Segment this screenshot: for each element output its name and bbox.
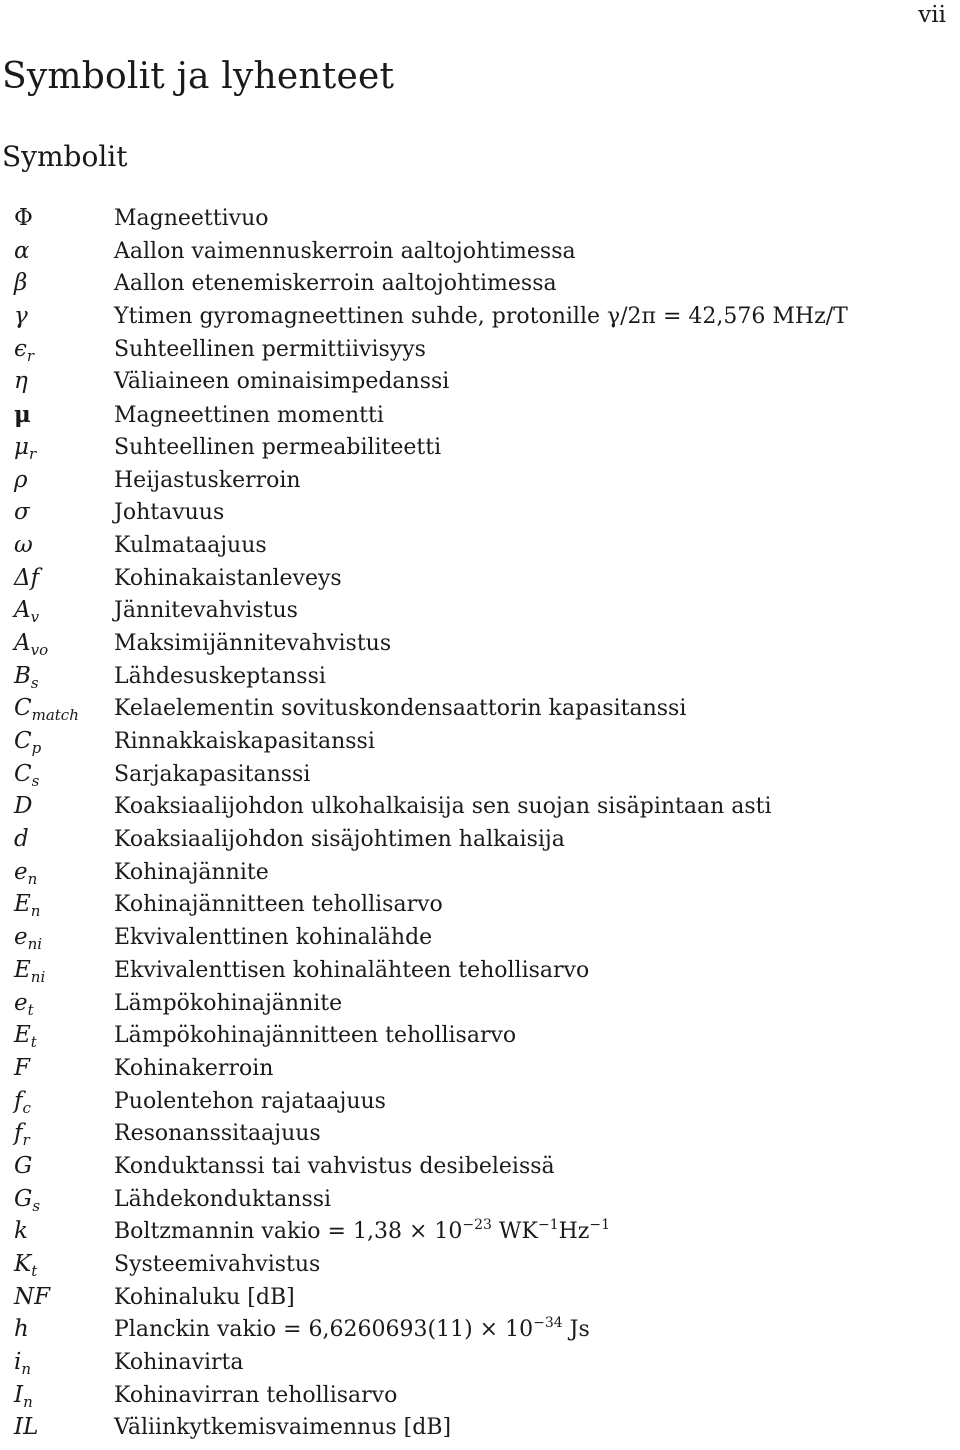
symbol [14,205,114,231]
symbol-row [14,238,944,271]
description-text: Lähdesuskeptanssi [114,663,326,689]
symbol-subscript: r [28,444,37,463]
description-text: Boltzmannin vakio = 1,38 × 10 [114,1219,463,1245]
symbol [14,499,114,525]
description-text: Suhteellinen permeabiliteetti [114,434,442,460]
description-text: Kohinajännite [114,859,269,885]
description-text: Planckin vakio = 6,6260693(11) × 10 [114,1317,534,1343]
symbol [14,1185,114,1215]
symbol-main: F [14,1054,30,1081]
symbol-main: C [14,760,32,787]
symbol-row [14,303,944,336]
description-text: Ekvivalenttinen kohinalähde [114,925,433,951]
symbol [14,1022,114,1052]
description-text: Kohinavirta [114,1350,244,1376]
symbol-description [114,991,342,1016]
symbol-row [14,565,944,598]
description-exponent: −1 [589,1217,611,1234]
symbol [14,401,114,428]
symbol-description [114,500,224,525]
symbol-description [114,403,384,428]
symbol-main: k [14,1218,28,1245]
symbol-main: β [14,270,28,297]
symbol-subscript: s [31,771,40,790]
symbol-main: f [14,1120,23,1147]
symbol [14,858,114,888]
symbol-main: I [14,1381,24,1408]
symbol-main: IL [14,1414,39,1441]
symbol [14,760,114,790]
description-text: Puolentehon rajataajuus [114,1088,386,1114]
symbol-row [14,401,944,434]
symbol-list [14,205,944,1447]
symbol-description [114,566,342,591]
symbol-row [14,597,944,630]
symbol-description [114,598,298,623]
symbol-row [14,467,944,500]
symbol [14,989,114,1019]
symbol-description [114,533,267,558]
symbol [14,1381,114,1411]
symbol-description [114,1154,555,1179]
symbol-description [114,1089,386,1114]
description-text: Jännitevahvistus [114,598,298,624]
symbol-row [14,1186,944,1219]
symbol-subscript: v [30,608,40,627]
symbol [14,467,114,493]
symbol-description [114,337,426,362]
description-exponent: −23 [462,1217,492,1234]
symbol [14,891,114,921]
symbol-row [14,1284,944,1317]
symbol-row [14,1218,944,1251]
symbol-subscript: c [22,1098,31,1117]
symbol-description [114,1317,590,1342]
description-text: Heijastuskerroin [114,467,301,493]
symbol-row [14,1382,944,1415]
symbol [14,1414,114,1440]
symbol-description [114,925,432,950]
symbol [14,629,114,659]
symbol [14,826,114,852]
symbol-row [14,663,944,696]
description-text: Js [562,1317,590,1343]
symbol-subscript: n [27,869,38,888]
symbol-description [114,1187,331,1212]
symbol-main: A [14,597,31,624]
symbol-row [14,1120,944,1153]
symbol-row [14,336,944,369]
description-text: Magneettivuo [114,206,269,231]
symbol [14,303,114,329]
symbol-description [114,1285,295,1310]
description-text: Väliinkytkemisvaimennus [dB] [114,1415,452,1441]
symbol-main: μ [14,433,29,460]
symbol-row [14,891,944,924]
symbol-subscript: ni [27,935,43,954]
symbol-row [14,499,944,532]
description-text: Kohinajännitteen tehollisarvo [114,892,443,918]
symbol-description [114,1383,397,1408]
description-text: Koaksiaalijohdon sisäjohtimen halkaisija [114,827,565,853]
symbol-subscript: p [31,739,42,757]
symbol-row [14,957,944,990]
symbol-description [114,729,375,754]
symbol-row [14,990,944,1023]
symbol [14,368,114,394]
symbol-main: ϵ [14,335,27,362]
symbol-description [114,304,848,329]
page-number: vii [918,2,946,28]
description-text: Maksimijännitevahvistus [114,630,392,656]
symbol-row [14,532,944,565]
symbol-subscript: t [30,1033,37,1052]
symbol-row [14,924,944,957]
description-text: Systeemivahvistus [114,1252,321,1277]
description-text: Lämpökohinajännitteen tehollisarvo [114,1023,517,1049]
symbol-description [114,1252,320,1277]
symbol [14,1055,114,1081]
symbol-description [114,468,301,493]
symbol-row [14,270,944,303]
symbol-subscript: n [23,1392,33,1411]
symbol-description [114,1056,273,1081]
description-text: Resonanssitaajuus [114,1121,321,1147]
symbol [14,1284,114,1310]
description-text: Kohinakaistanleveys [114,565,342,591]
symbol [14,433,114,463]
symbol-description [114,271,557,296]
symbol-description [114,369,449,394]
symbol-main: C [14,728,32,754]
symbol [14,532,114,558]
symbol-row [14,859,944,892]
symbol-row [14,368,944,401]
symbol-main: Φ [14,205,33,231]
symbol [14,565,114,591]
symbol-description [114,1219,610,1244]
symbol-description [114,1023,516,1048]
symbol [14,270,114,296]
description-text: Kohinaluku [dB] [114,1284,295,1310]
symbol [14,1218,114,1244]
symbol-main: K [14,1251,32,1277]
symbol-main: D [14,793,33,820]
symbol-subscript: s [32,1196,41,1215]
symbol-subscript: r [22,1131,30,1150]
symbol-description [114,794,772,819]
symbol-row [14,1153,944,1186]
description-text: Hz [558,1219,590,1245]
description-text: Lämpökohinajännite [114,990,343,1016]
symbol-main: e [14,858,28,885]
symbol-description [114,206,269,231]
symbol-main: A [14,629,31,656]
description-text: Kohinakerroin [114,1055,274,1081]
symbol [14,597,114,627]
symbol-subscript: vo [30,640,49,659]
symbol-main: e [14,924,28,951]
symbol-row [14,205,944,238]
symbol [14,1316,114,1342]
symbol-main: σ [14,499,30,526]
symbol-main: h [14,1316,29,1343]
description-text: Kelaelementin sovituskondensaattorin kapasitanssi [114,696,687,722]
description-text: Magneettinen momentti [114,403,384,429]
symbol [14,662,114,692]
symbol [14,695,114,725]
symbol-row [14,434,944,467]
symbol [14,1120,114,1150]
symbol-description [114,1350,244,1375]
symbol-row [14,1022,944,1055]
symbol-subscript: match [31,706,79,725]
symbol-main: η [14,368,28,395]
symbol-subscript: s [30,673,39,692]
symbol-description [114,827,565,852]
symbol-row [14,761,944,794]
description-exponent: −34 [533,1315,563,1332]
symbol-description [114,664,326,689]
symbol-main: E [14,891,31,918]
symbol-subscript: t [27,1000,34,1019]
symbol-subscript: ni [30,967,46,986]
chapter-title: Symbolit ja lyhenteet [2,56,395,97]
symbol [14,238,114,264]
symbol-description [114,435,441,460]
symbol-main: B [14,662,31,689]
symbol-main: d [14,826,29,853]
symbol-description [114,239,576,264]
symbol-description [114,892,443,917]
symbol-row [14,1349,944,1382]
symbol-subscript: n [21,1360,32,1379]
symbol-main: NF [14,1283,51,1310]
symbol-description [114,696,686,721]
symbol-row [14,728,944,761]
description-exponent: −1 [537,1217,559,1234]
symbol-description [114,1121,321,1146]
symbol-row [14,1316,944,1349]
symbol-main: α [14,237,30,264]
description-text: Lähdekonduktanssi [114,1186,332,1212]
description-text: Koaksiaalijohdon ulkohalkaisija sen suojan sisäpintaan asti [114,794,772,820]
symbol [14,1251,114,1280]
description-text: Aallon etenemiskerroin aaltojohtimessa [114,271,557,297]
symbol-row [14,1251,944,1284]
symbol-description [114,762,310,787]
description-text: Väliaineen ominaisimpedanssi [114,369,450,395]
symbol-subscript: n [30,902,41,921]
symbol-description [114,631,391,656]
symbol-row [14,793,944,826]
symbol [14,793,114,819]
symbol-row [14,630,944,663]
symbol-main: ω [14,531,33,558]
symbol-row [14,1414,944,1447]
symbol-subscript: r [26,346,35,365]
symbol [14,1153,114,1179]
symbol-row [14,826,944,859]
symbol-main: e [14,989,28,1016]
symbol-main: μ [14,401,31,429]
symbol-row [14,695,944,728]
symbol-subscript: t [31,1262,38,1280]
description-text: Sarjakapasitanssi [114,761,311,787]
symbol-main: E [14,1022,31,1049]
description-text: WK [491,1219,538,1245]
description-text: Ekvivalenttisen kohinalähteen tehollisarvo [114,957,590,983]
section-title: Symbolit [2,140,128,173]
description-text: Johtavuus [114,500,225,526]
symbol-main: C [14,695,32,722]
symbol-description [114,1415,451,1440]
symbol-main: ρ [14,466,28,493]
symbol [14,1087,114,1117]
symbol [14,335,114,365]
symbol-main: G [14,1152,33,1179]
symbol [14,728,114,757]
symbol-description [114,958,589,983]
description-text: Suhteellinen permittiivisyys [114,336,426,362]
symbol-main: G [14,1185,33,1212]
symbol [14,1349,114,1379]
description-text: Rinnakkaiskapasitanssi [114,729,375,754]
symbol [14,956,114,986]
description-text: Aallon vaimennuskerroin aaltojohtimessa [114,238,576,264]
symbol [14,924,114,954]
symbol-row [14,1055,944,1088]
description-text: Konduktanssi tai vahvistus desibeleissä [114,1153,555,1179]
symbol-main: γ [14,303,28,330]
symbol-main: Δf [14,564,40,591]
symbol-main: f [14,1087,23,1114]
symbol-row [14,1088,944,1121]
symbol-main: i [14,1349,22,1376]
symbol-main: E [14,956,31,983]
description-text: Kohinavirran tehollisarvo [114,1382,398,1408]
symbol-description [114,860,269,885]
description-text: Kulmataajuus [114,532,267,558]
description-text: Ytimen gyromagneettinen suhde, protonille γ/2π = 42,576 MHz/T [114,304,848,330]
